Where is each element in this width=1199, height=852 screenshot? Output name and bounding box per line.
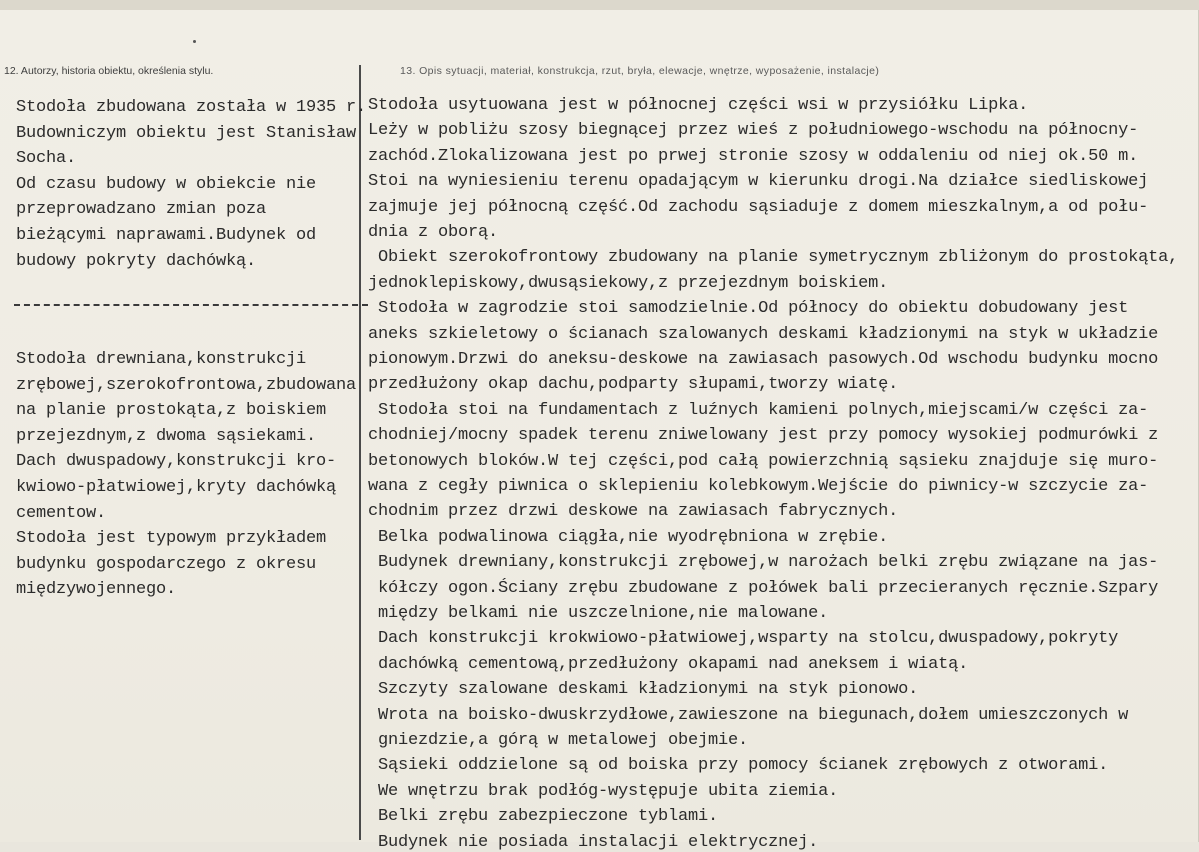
text-line: budowy pokryty dachówką.: [16, 251, 257, 271]
dashed-separator: [14, 304, 368, 306]
text-line: Socha.: [16, 149, 77, 169]
text-line: Budynek drewniany,konstrukcji zrębowej,w narożach belki zrębu związane na jas-: [368, 553, 1159, 573]
text-line: Leży w pobliżu szosy biegnącej przez wieś z południowego-wschodu na północny-: [368, 121, 1139, 141]
text-line: pionowym.Drzwi do aneksu-deskowe na zawiasach pasowych.Od wschodu budynku mocno: [368, 350, 1159, 369]
text-line: Dach konstrukcji krokwiowo-płatwiowej,wsparty na stolcu,dwuspadowy,pokryty: [368, 629, 1119, 649]
text-line: Szczyty szalowane deskami kładzionymi na styk pionowo.: [368, 680, 919, 700]
text-line: aneks szkieletowy o ścianach szalowanych deskami kładzionymi na styk w układzie: [368, 324, 1159, 344]
text-line: zachód.Zlokalizowana jest po prwej stronie szosy w oddaleniu od niej ok.50 m.: [368, 146, 1139, 166]
text-line: Od czasu budowy w obiekcie nie: [16, 174, 317, 194]
text-line: wana z cegły piwnica o sklepieniu kolebkowym.Wejście do piwnicy-w szczycie za-: [368, 477, 1149, 496]
text-line: Stodoła jest typowym przykładem: [16, 529, 327, 549]
text-line: chodniej/mocny spadek terenu zniwelowany jest przy pomocy wysokiej podmurówki z: [368, 426, 1159, 446]
text-line: Stodoła usytuowana jest w północnej części wsi w przysiółku Lipka.: [368, 96, 1029, 115]
text-line: dnia z oborą.: [368, 223, 499, 242]
text-line: bieżącymi naprawami.Budynek od: [16, 226, 317, 245]
text-line: betonowych bloków.W tej części,pod całą powierzchnią sąsieku znajduje się muro-: [368, 451, 1159, 471]
section-12-header: 12. Autorzy, historia obiektu, określenia stylu.: [4, 65, 214, 77]
text-line: budynku gospodarczego z okresu: [16, 554, 317, 574]
text-line: zajmuje jej północną część.Od zachodu sąsiaduje z domem mieszkalnym,a od połu-: [368, 197, 1149, 217]
text-line: na planie prostokąta,z boiskiem: [16, 401, 327, 421]
text-line: jednoklepiskowy,dwusąsiekowy,z przejezdnym boiskiem.: [368, 273, 889, 293]
text-line: cementow.: [16, 503, 107, 523]
section-13-header: 13. Opis sytuacji, materiał, konstrukcja, rzut, bryła, elewacje, wnętrze, wyposażenie, instalacje): [400, 65, 880, 77]
text-line: We wnętrzu brak podłóg-występuje ubita ziemia.: [368, 781, 839, 801]
text-line: kółczy ogon.Ściany zrębu zbudowane z połówek bali przecieranych ręcznie.Szpary: [368, 578, 1159, 598]
text-line: Stodoła drewniana,konstrukcji: [16, 350, 307, 369]
text-line: chodnim przez drzwi deskowe na zawiasach fabrycznych.: [368, 502, 899, 522]
text-line: dachówką cementową,przedłużony okapami nad aneksem i wiatą.: [368, 654, 969, 674]
text-line: Belka podwalinowa ciągła,nie wyodrębniona w zrębie.: [368, 527, 889, 547]
card-top-edge: [0, 0, 1199, 10]
text-line: przedłużony okap dachu,podparty słupami,tworzy wiatę.: [368, 375, 899, 395]
text-line: Wrota na boisko-dwuskrzydłowe,zawieszone na biegunach,dołem umieszczonych w: [368, 705, 1129, 725]
text-line: kwiowo-płatwiowej,kryty dachówką: [16, 478, 337, 497]
text-line: Sąsieki oddzielone są od boiska przy pomocy ścianek zrębowych z otworami.: [368, 756, 1109, 776]
text-line: gniezdzie,a górą w metalowej obejmie.: [368, 731, 749, 750]
text-line: przejezdnym,z dwoma sąsiekami.: [16, 426, 317, 446]
text-line: Stoi na wyniesieniu terenu opadającym w kierunku drogi.Na działce siedliskowej: [368, 172, 1149, 192]
text-line: Obiekt szerokofrontowy zbudowany na planie symetrycznym zbliżonym do prostokąta,: [368, 248, 1179, 268]
column-divider: [359, 65, 361, 840]
text-line: przeprowadzano zmian poza: [16, 200, 267, 220]
text-line: Budynek nie posiada instalacji elektrycznej.: [368, 832, 819, 852]
text-line: zrębowej,szerokofrontowa,zbudowana: [16, 375, 357, 395]
text-line: Dach dwuspadowy,konstrukcji kro-: [16, 452, 337, 472]
text-line: Budowniczym obiektu jest Stanisław: [16, 123, 357, 143]
text-line: międzywojennego.: [16, 580, 177, 600]
text-line: Stodoła w zagrodzie stoi samodzielnie.Od północy do obiektu dobudowany jest: [368, 299, 1129, 319]
text-line: Stodoła stoi na fundamentach z luźnych kamieni polnych,miejscami/w części za-: [368, 400, 1149, 420]
text-line: Stodoła zbudowana została w 1935 r.: [16, 98, 367, 117]
text-line: Belki zrębu zabezpieczone tyblami.: [368, 807, 719, 827]
text-line: między belkami nie uszczelnione,nie malowane.: [368, 604, 829, 623]
ink-spot: [193, 40, 196, 43]
